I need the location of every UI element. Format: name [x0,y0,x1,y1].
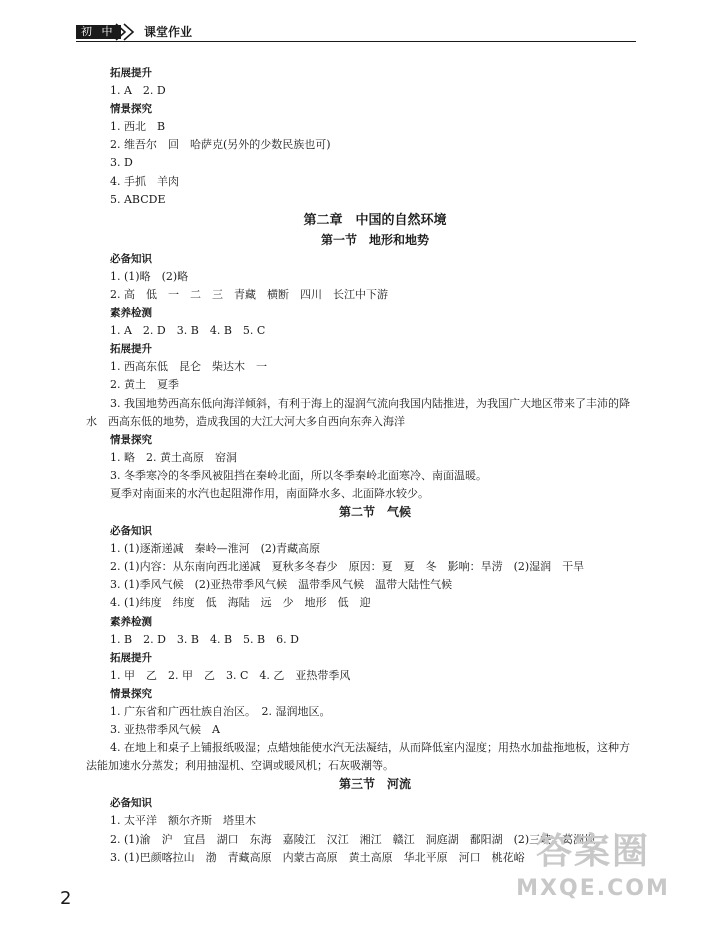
section-title: 第三节 河流 [338,777,411,792]
answer-line: 4. (1)纬度 纬度 低 海陆 远 少 地形 低 迎 [110,596,371,610]
answer-line: 2. 黄土 夏季 [110,378,179,392]
answer-line: 1. A 2. D 3. B 4. B 5. C [110,324,266,338]
section-title: 第二节 气候 [338,505,411,520]
answer-line: 1. B 2. D 3. B 4. B 5. B 6. D [110,632,299,646]
answer-line: 2. 维吾尔 回 哈萨克(另外的少数民族也可) [110,138,331,152]
answer-line: 4. 手抓 羊肉 [110,174,179,188]
chapter-title: 第二章 中国的自然环境 [303,212,447,228]
subsection-heading: 必备知识 [110,525,152,538]
answer-line: 1. 太平洋 额尔齐斯 塔里木 [110,814,256,828]
watermark-url: MXQE.COM [516,876,670,901]
answer-line: 1. 西高东低 昆仑 柴达木 一 [110,360,267,374]
chevron-right-icon [114,22,140,42]
subsection-heading: 拓展提升 [110,67,152,79]
answer-line: 1. 广东省和广西壮族自治区。 2. 湿润地区。 [110,705,331,718]
answer-line: 3. (1)巴颜喀拉山 渤 青藏高原 内蒙古高原 黄土高原 华北平原 河口 桃花峪 [110,850,525,864]
answer-line: 3. 亚热带季风气候 A [110,723,220,737]
subsection-heading: 拓展提升 [110,343,152,356]
subsection-heading: 拓展提升 [110,651,152,664]
subsection-heading: 情景探究 [110,103,152,116]
answer-line: 3. D [110,156,133,170]
section-title: 第一节 地形和地势 [320,232,429,247]
answer-line: 夏季对南面来的水汽也起阻滞作用，南面降水多、北面降水较少。 [110,486,429,500]
answer-line: 1. A 2. D [110,84,166,98]
subsection-heading: 素养检测 [110,615,152,628]
answer-line: 5. ABCDE [110,192,166,206]
subsection-heading: 素养检测 [110,307,152,320]
answer-line: 2. (1)内容：从东南向西北递减 夏秋多冬春少 原因：夏 夏 冬 影响：旱涝 (2)湿润 干旱 [110,560,585,574]
watermark [493,829,693,919]
answer-line: 1. 西北 B [110,120,166,134]
header-rule [76,41,636,42]
subsection-heading: 情景探究 [110,433,152,446]
answer-line: 1. (1)逐渐递减 秦岭—淮河 (2)青藏高原 [110,542,321,556]
watermark-text: 答案圈 [535,831,650,872]
page-header [76,22,636,42]
answer-line: 2. 高 低 一 二 三 青藏 横断 四川 长江中下游 [110,287,388,301]
subsection-heading: 必备知识 [110,252,152,265]
level-tag: 初 中 [76,25,121,39]
subsection-heading: 必备知识 [110,797,152,810]
subsection-heading: 情景探究 [110,687,152,700]
answer-paragraph: 3. 我国地势西高东低向海洋倾斜，有利于海上的湿润气流向我国内陆推进，为我国广大地区带来了丰沛的降水 西高东低的地势，造成我国的大江大河大多自西向东奔入海洋 [86,396,630,428]
answer-line: 1. (1)略 (2)略 [110,269,189,283]
answer-paragraph: 4. 在地上和桌子上铺报纸吸湿；点蜡烛能使水汽无法凝结，从而降低室内湿度；用热水加盐拖地板，这种方法能加速水分蒸发；利用抽湿机、空调或暖风机；石灰吸潮等。 [86,741,630,773]
page-number: 2 [60,888,72,909]
answer-line: 1. 略 2. 黄土高原 窑洞 [110,450,237,464]
answer-line: 3. (1)季风气候 (2)亚热带季风气候 温带季风气候 温带大陆性气候 [110,578,453,592]
answer-paragraph: 2. (1)渝 沪 宜昌 湖口 东海 嘉陵江 汉江 湘江 赣江 洞庭湖 鄱阳湖 (2)三峡 葛洲坝 [110,832,596,846]
series-title: 课堂作业 [144,25,193,39]
answer-line: 1. 甲 乙 2. 甲 乙 3. C 4. 乙 亚热带季风 [110,668,351,682]
answer-line: 3. 冬季寒冷的冬季风被阻挡在秦岭北面，所以冬季秦岭北面寒冷、南面温暖。 [110,468,487,482]
answer-content [86,64,640,867]
